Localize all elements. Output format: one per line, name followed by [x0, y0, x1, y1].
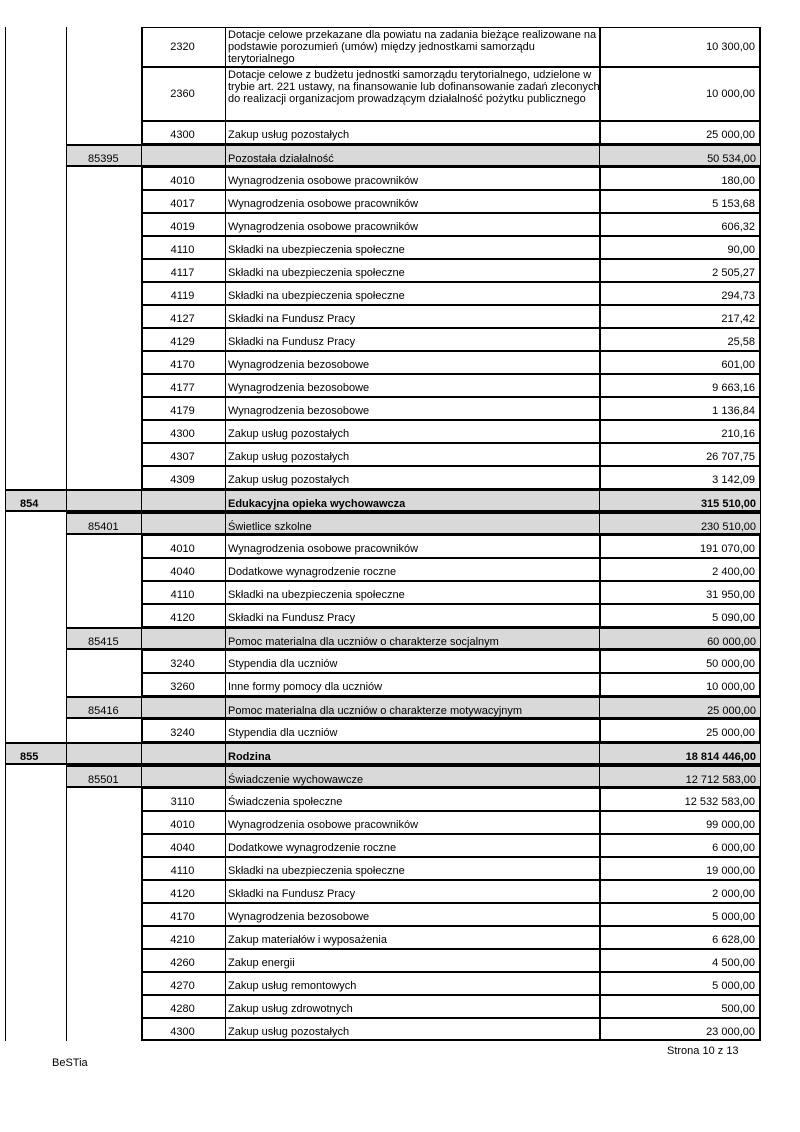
- amount-cell: 5 090,00: [599, 604, 761, 627]
- rozdzial-cell: [66, 604, 142, 627]
- amount-cell: 191 070,00: [599, 535, 761, 558]
- table-row: [0, 328, 800, 351]
- rozdzial-cell: [66, 1018, 142, 1041]
- amount-cell: 90,00: [599, 236, 761, 259]
- description-cell: Wynagrodzenia bezosobowe: [225, 903, 600, 926]
- table-row: [0, 282, 800, 305]
- description-cell: Składki na ubezpieczenia społeczne: [225, 857, 600, 880]
- paragraf-cell: 3240: [141, 719, 226, 742]
- dzial-cell: [5, 880, 67, 903]
- amount-cell: 601,00: [599, 351, 761, 374]
- amount-cell: 10 300,00: [599, 27, 761, 67]
- paragraf-cell: 4117: [141, 259, 226, 282]
- amount-cell: 210,16: [599, 420, 761, 443]
- description-cell: Dodatkowe wynagrodzenie roczne: [225, 558, 600, 581]
- description-cell: Składki na Fundusz Pracy: [225, 328, 600, 351]
- description-cell: Zakup materiałów i wyposażenia: [225, 926, 600, 949]
- dzial-cell: [5, 719, 67, 742]
- rozdzial-cell: [66, 397, 142, 420]
- amount-cell: 50 000,00: [599, 650, 761, 673]
- dzial-cell: [5, 972, 67, 995]
- dzial-cell: 854: [5, 489, 67, 512]
- amount-cell: 2 000,00: [599, 880, 761, 903]
- amount-cell: 294,73: [599, 282, 761, 305]
- paragraf-cell: [141, 512, 226, 535]
- paragraf-cell: 4300: [141, 1018, 226, 1041]
- subsection-row: [0, 696, 800, 719]
- rozdzial-cell: [66, 788, 142, 811]
- dzial-cell: [5, 581, 67, 604]
- amount-cell: 3 142,09: [599, 466, 761, 489]
- dzial-cell: [5, 144, 67, 167]
- table-row: [0, 972, 800, 995]
- amount-cell: 4 500,00: [599, 949, 761, 972]
- amount-cell: 19 000,00: [599, 857, 761, 880]
- amount-cell: 99 000,00: [599, 811, 761, 834]
- rozdzial-cell: [66, 259, 142, 282]
- description-cell: Składki na ubezpieczenia społeczne: [225, 581, 600, 604]
- table-row: [0, 857, 800, 880]
- table-row: [0, 213, 800, 236]
- amount-cell: 180,00: [599, 167, 761, 190]
- table-row: [0, 190, 800, 213]
- paragraf-cell: 4110: [141, 236, 226, 259]
- rozdzial-cell: [66, 558, 142, 581]
- dzial-cell: [5, 236, 67, 259]
- paragraf-cell: 4127: [141, 305, 226, 328]
- table-row: [0, 926, 800, 949]
- paragraf-cell: [141, 489, 226, 512]
- subsection-row: [0, 144, 800, 167]
- amount-cell: 315 510,00: [599, 489, 761, 512]
- table-row: [0, 397, 800, 420]
- dzial-cell: [5, 27, 67, 67]
- dzial-cell: [5, 121, 67, 144]
- rozdzial-cell: [66, 535, 142, 558]
- amount-cell: 25 000,00: [599, 696, 761, 719]
- amount-cell: 500,00: [599, 995, 761, 1018]
- paragraf-cell: 4309: [141, 466, 226, 489]
- amount-cell: 2 400,00: [599, 558, 761, 581]
- table-row: [0, 259, 800, 282]
- paragraf-cell: 3240: [141, 650, 226, 673]
- amount-cell: 5 000,00: [599, 903, 761, 926]
- table-row: [0, 719, 800, 742]
- paragraf-cell: 4019: [141, 213, 226, 236]
- rozdzial-cell: [66, 351, 142, 374]
- description-cell: Zakup usług pozostałych: [225, 1018, 600, 1041]
- table-row: [0, 788, 800, 811]
- dzial-cell: [5, 351, 67, 374]
- dzial-cell: [5, 696, 67, 719]
- paragraf-cell: [141, 144, 226, 167]
- amount-cell: 6 000,00: [599, 834, 761, 857]
- amount-cell: 5 153,68: [599, 190, 761, 213]
- paragraf-cell: 4110: [141, 857, 226, 880]
- paragraf-cell: 4119: [141, 282, 226, 305]
- rozdzial-cell: [66, 581, 142, 604]
- description-cell: Świetlice szkolne: [225, 512, 600, 535]
- dzial-cell: [5, 995, 67, 1018]
- paragraf-cell: 4010: [141, 167, 226, 190]
- section-row: [0, 489, 800, 512]
- rozdzial-cell: [66, 466, 142, 489]
- paragraf-cell: 4040: [141, 558, 226, 581]
- rozdzial-cell: [66, 282, 142, 305]
- table-row: [0, 121, 800, 144]
- description-cell: Edukacyjna opieka wychowawcza: [225, 489, 600, 512]
- table-row: [0, 420, 800, 443]
- rozdzial-cell: [66, 742, 142, 765]
- dzial-cell: [5, 834, 67, 857]
- description-cell: Zakup usług pozostałych: [225, 420, 600, 443]
- amount-cell: 12 712 583,00: [599, 765, 761, 788]
- table-row: [0, 834, 800, 857]
- table-row: [0, 351, 800, 374]
- description-cell: Zakup usług zdrowotnych: [225, 995, 600, 1018]
- rozdzial-cell: [66, 880, 142, 903]
- dzial-cell: [5, 397, 67, 420]
- dzial-cell: [5, 1018, 67, 1041]
- dzial-cell: [5, 328, 67, 351]
- paragraf-cell: 4110: [141, 581, 226, 604]
- rozdzial-cell: [66, 167, 142, 190]
- amount-cell: 60 000,00: [599, 627, 761, 650]
- amount-cell: 2 505,27: [599, 259, 761, 282]
- amount-cell: 5 000,00: [599, 972, 761, 995]
- dzial-cell: [5, 765, 67, 788]
- table-row: [0, 581, 800, 604]
- dzial-cell: [5, 604, 67, 627]
- paragraf-cell: 4120: [141, 604, 226, 627]
- dzial-cell: [5, 673, 67, 696]
- description-cell: Pozostała działalność: [225, 144, 600, 167]
- amount-cell: 50 534,00: [599, 144, 761, 167]
- rozdzial-cell: [66, 719, 142, 742]
- dzial-cell: [5, 282, 67, 305]
- paragraf-cell: 4040: [141, 834, 226, 857]
- table-row: [0, 1018, 800, 1041]
- description-cell: Składki na ubezpieczenia społeczne: [225, 282, 600, 305]
- amount-cell: 230 510,00: [599, 512, 761, 535]
- paragraf-cell: 3110: [141, 788, 226, 811]
- table-row: [0, 535, 800, 558]
- amount-cell: 1 136,84: [599, 397, 761, 420]
- rozdzial-cell: [66, 811, 142, 834]
- table-row: [0, 995, 800, 1018]
- rozdzial-cell: [66, 305, 142, 328]
- rozdzial-cell: [66, 190, 142, 213]
- paragraf-cell: [141, 742, 226, 765]
- table-row: [0, 374, 800, 397]
- table-row: [0, 27, 800, 67]
- rozdzial-cell: 85415: [66, 627, 142, 650]
- dzial-cell: [5, 443, 67, 466]
- rozdzial-cell: 85401: [66, 512, 142, 535]
- rozdzial-cell: [66, 420, 142, 443]
- description-cell: Rodzina: [225, 742, 600, 765]
- dzial-cell: [5, 811, 67, 834]
- description-cell: Stypendia dla uczniów: [225, 719, 600, 742]
- description-cell: Składki na ubezpieczenia społeczne: [225, 259, 600, 282]
- subsection-row: [0, 627, 800, 650]
- table-row: [0, 673, 800, 696]
- description-cell: Składki na Fundusz Pracy: [225, 880, 600, 903]
- table-row: [0, 236, 800, 259]
- amount-cell: 10 000,00: [599, 67, 761, 121]
- dzial-cell: [5, 535, 67, 558]
- budget-table: [0, 27, 800, 1041]
- description-cell: Zakup usług pozostałych: [225, 121, 600, 144]
- paragraf-cell: 4260: [141, 949, 226, 972]
- paragraf-cell: 3260: [141, 673, 226, 696]
- description-cell: Dotacje celowe przekazane dla powiatu na zadania bieżące realizowane na podstawie porozumień (umów) między jednostkami samorządu terytorialnego: [225, 27, 600, 67]
- rozdzial-cell: [66, 857, 142, 880]
- subsection-row: [0, 512, 800, 535]
- paragraf-cell: 4280: [141, 995, 226, 1018]
- paragraf-cell: 2360: [141, 67, 226, 121]
- table-row: [0, 811, 800, 834]
- amount-cell: 6 628,00: [599, 926, 761, 949]
- rozdzial-cell: [66, 328, 142, 351]
- paragraf-cell: 4300: [141, 121, 226, 144]
- paragraf-cell: [141, 696, 226, 719]
- description-cell: Wynagrodzenia osobowe pracowników: [225, 190, 600, 213]
- table-row: [0, 650, 800, 673]
- description-cell: Stypendia dla uczniów: [225, 650, 600, 673]
- dzial-cell: [5, 213, 67, 236]
- rozdzial-cell: [66, 27, 142, 67]
- description-cell: Wynagrodzenia bezosobowe: [225, 351, 600, 374]
- description-cell: Wynagrodzenia bezosobowe: [225, 374, 600, 397]
- amount-cell: 31 950,00: [599, 581, 761, 604]
- amount-cell: 12 532 583,00: [599, 788, 761, 811]
- amount-cell: 25,58: [599, 328, 761, 351]
- description-cell: Wynagrodzenia osobowe pracowników: [225, 811, 600, 834]
- paragraf-cell: 4129: [141, 328, 226, 351]
- rozdzial-cell: [66, 903, 142, 926]
- description-cell: Składki na Fundusz Pracy: [225, 305, 600, 328]
- amount-cell: 25 000,00: [599, 121, 761, 144]
- amount-cell: 606,32: [599, 213, 761, 236]
- dzial-cell: [5, 949, 67, 972]
- rozdzial-cell: [66, 650, 142, 673]
- dzial-cell: [5, 259, 67, 282]
- description-cell: Zakup energii: [225, 949, 600, 972]
- description-cell: Pomoc materialna dla uczniów o charakterze motywacyjnym: [225, 696, 600, 719]
- dzial-cell: 855: [5, 742, 67, 765]
- paragraf-cell: 4120: [141, 880, 226, 903]
- rozdzial-cell: [66, 236, 142, 259]
- description-cell: Dotacje celowe z budżetu jednostki samorządu terytorialnego, udzielone w trybie art. 221 ustawy, na finansowanie lub dofinansowanie zadań zleconych do realizacji organizacjom prowadzącym działalność pożytku publicznego: [225, 67, 600, 121]
- dzial-cell: [5, 190, 67, 213]
- table-row: [0, 466, 800, 489]
- table-row: [0, 880, 800, 903]
- rozdzial-cell: [66, 834, 142, 857]
- amount-cell: 10 000,00: [599, 673, 761, 696]
- rozdzial-cell: 85501: [66, 765, 142, 788]
- rozdzial-cell: [66, 949, 142, 972]
- table-row: [0, 167, 800, 190]
- dzial-cell: [5, 374, 67, 397]
- rozdzial-cell: [66, 972, 142, 995]
- amount-cell: 217,42: [599, 305, 761, 328]
- amount-cell: 9 663,16: [599, 374, 761, 397]
- paragraf-cell: 4300: [141, 420, 226, 443]
- section-row: [0, 742, 800, 765]
- description-cell: Świadczenie wychowawcze: [225, 765, 600, 788]
- dzial-cell: [5, 512, 67, 535]
- dzial-cell: [5, 926, 67, 949]
- rozdzial-cell: [66, 443, 142, 466]
- description-cell: Wynagrodzenia bezosobowe: [225, 397, 600, 420]
- paragraf-cell: 4170: [141, 351, 226, 374]
- dzial-cell: [5, 558, 67, 581]
- paragraf-cell: 4210: [141, 926, 226, 949]
- rozdzial-cell: [66, 121, 142, 144]
- amount-cell: 18 814 446,00: [599, 742, 761, 765]
- description-cell: Dodatkowe wynagrodzenie roczne: [225, 834, 600, 857]
- amount-cell: 25 000,00: [599, 719, 761, 742]
- rozdzial-cell: [66, 213, 142, 236]
- page-number: Strona 10 z 13: [667, 1045, 739, 1057]
- rozdzial-cell: 85416: [66, 696, 142, 719]
- software-name: BeSTia: [52, 1057, 88, 1069]
- rozdzial-cell: [66, 67, 142, 121]
- dzial-cell: [5, 627, 67, 650]
- table-row: [0, 949, 800, 972]
- description-cell: Inne formy pomocy dla uczniów: [225, 673, 600, 696]
- paragraf-cell: 4017: [141, 190, 226, 213]
- table-row: [0, 558, 800, 581]
- dzial-cell: [5, 167, 67, 190]
- paragraf-cell: 4307: [141, 443, 226, 466]
- table-row: [0, 443, 800, 466]
- paragraf-cell: 2320: [141, 27, 226, 67]
- paragraf-cell: [141, 765, 226, 788]
- description-cell: Wynagrodzenia osobowe pracowników: [225, 167, 600, 190]
- rozdzial-cell: 85395: [66, 144, 142, 167]
- rozdzial-cell: [66, 673, 142, 696]
- table-row: [0, 604, 800, 627]
- description-cell: Zakup usług pozostałych: [225, 443, 600, 466]
- rozdzial-cell: [66, 374, 142, 397]
- paragraf-cell: 4270: [141, 972, 226, 995]
- paragraf-cell: 4179: [141, 397, 226, 420]
- dzial-cell: [5, 857, 67, 880]
- paragraf-cell: 4170: [141, 903, 226, 926]
- table-row: [0, 305, 800, 328]
- dzial-cell: [5, 420, 67, 443]
- description-cell: Wynagrodzenia osobowe pracowników: [225, 213, 600, 236]
- description-cell: Wynagrodzenia osobowe pracowników: [225, 535, 600, 558]
- paragraf-cell: 4010: [141, 811, 226, 834]
- rozdzial-cell: [66, 489, 142, 512]
- dzial-cell: [5, 466, 67, 489]
- table-row: [0, 903, 800, 926]
- dzial-cell: [5, 903, 67, 926]
- table-row: [0, 67, 800, 121]
- dzial-cell: [5, 650, 67, 673]
- subsection-row: [0, 765, 800, 788]
- amount-cell: 26 707,75: [599, 443, 761, 466]
- description-cell: Zakup usług pozostałych: [225, 466, 600, 489]
- description-cell: Składki na ubezpieczenia społeczne: [225, 236, 600, 259]
- description-cell: Pomoc materialna dla uczniów o charakterze socjalnym: [225, 627, 600, 650]
- paragraf-cell: 4010: [141, 535, 226, 558]
- dzial-cell: [5, 67, 67, 121]
- dzial-cell: [5, 305, 67, 328]
- paragraf-cell: 4177: [141, 374, 226, 397]
- description-cell: Zakup usług remontowych: [225, 972, 600, 995]
- amount-cell: 23 000,00: [599, 1018, 761, 1041]
- dzial-cell: [5, 788, 67, 811]
- description-cell: Składki na Fundusz Pracy: [225, 604, 600, 627]
- description-cell: Świadczenia społeczne: [225, 788, 600, 811]
- rozdzial-cell: [66, 995, 142, 1018]
- rozdzial-cell: [66, 926, 142, 949]
- paragraf-cell: [141, 627, 226, 650]
